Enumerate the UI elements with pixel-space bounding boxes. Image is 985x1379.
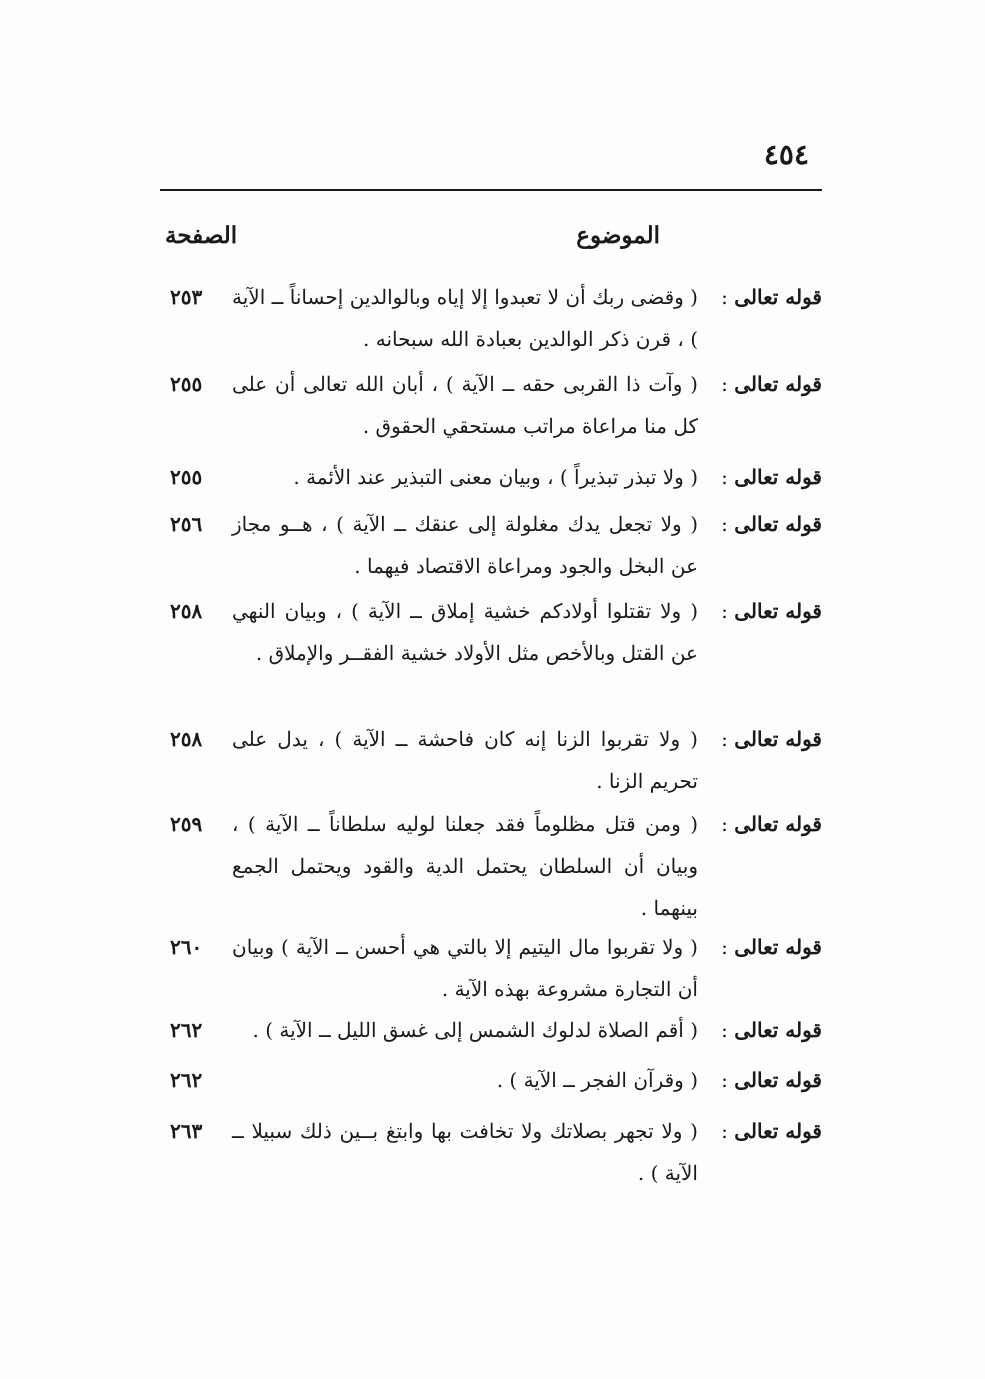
entry-lead: قوله تعالى : — [721, 727, 822, 751]
entry-lead: قوله تعالى : — [721, 285, 822, 309]
index-entry — [160, 456, 822, 498]
entry-page-number: ٢٥٩ — [170, 812, 203, 836]
entry-lead: قوله تعالى : — [721, 1018, 822, 1042]
entry-page-number: ٢٥٥ — [170, 465, 203, 489]
header-rule — [160, 189, 822, 191]
entry-text: ( وقضى ربك أن لا تعبدوا إلا إياه وبالوالدين إحساناً ــ الآية ) ، قرن ذكر الوالدين بعبادة الله سبحانه . — [232, 285, 698, 351]
index-entry — [160, 926, 822, 1010]
column-headers — [165, 222, 660, 266]
topic-column-header: الموضوع — [576, 222, 660, 249]
index-entry — [160, 590, 822, 674]
entry-lead: قوله تعالى : — [721, 599, 822, 623]
entry-page-number: ٢٥٦ — [170, 512, 203, 536]
entry-page-number: ٢٥٨ — [170, 727, 203, 751]
entry-lead: قوله تعالى : — [721, 465, 822, 489]
entry-text: ( ولا تقربوا الزنا إنه كان فاحشة ــ الآية ) ، يدل على تحريم الزنا . — [232, 727, 698, 793]
entry-page-number: ٢٥٥ — [170, 372, 203, 396]
entry-text: ( ولا تجهر بصلاتك ولا تخافت بها وابتغ بــين ذلك سبيلا ــ الآية ) . — [232, 1119, 698, 1185]
page-column-header: الصفحة — [165, 222, 238, 249]
entry-text: ( ومن قتل مظلوماً فقد جعلنا لوليه سلطاناً ــ الآية ) ، وبيان أن السلطان يحتمل الدية والقود ويحتمل الجمع بينهما . — [232, 812, 698, 920]
entry-page-number: ٢٦٢ — [170, 1068, 203, 1092]
entry-text: ( ولا تجعل يدك مغلولة إلى عنقك ــ الآية ) ، هــو مجاز عن البخل والجود ومراعاة الاقتصاد فيهما . — [232, 512, 698, 578]
index-entry — [160, 803, 822, 929]
entry-text: ( ولا تقربوا مال اليتيم إلا بالتي هي أحسن ــ الآية ) وبيان أن التجارة مشروعة بهذه الآية . — [232, 935, 698, 1001]
index-entry — [160, 363, 822, 447]
entry-page-number: ٢٥٨ — [170, 599, 203, 623]
index-entry — [160, 1009, 822, 1051]
entry-lead: قوله تعالى : — [721, 935, 822, 959]
entry-page-number: ٢٦٠ — [170, 935, 203, 959]
entry-lead: قوله تعالى : — [721, 812, 822, 836]
entry-lead: قوله تعالى : — [721, 1119, 822, 1143]
index-entry — [160, 276, 822, 360]
entry-page-number: ٢٦٣ — [170, 1119, 203, 1143]
index-entry — [160, 718, 822, 802]
index-entry — [160, 1059, 822, 1101]
index-entry — [160, 1110, 822, 1194]
entry-lead: قوله تعالى : — [721, 512, 822, 536]
entry-lead: قوله تعالى : — [721, 1068, 822, 1092]
page-number: ٤٥٤ — [763, 138, 809, 171]
entry-page-number: ٢٦٢ — [170, 1018, 203, 1042]
entry-text: ( وقرآن الفجر ــ الآية ) . — [496, 1068, 698, 1092]
entry-text: ( ولا تبذر تبذيراً ) ، وبيان معنى التبذير عند الأئمة . — [293, 465, 698, 489]
index-entry — [160, 503, 822, 587]
entry-text: ( ولا تقتلوا أولادكم خشية إملاق ــ الآية ) ، وبيان النهي عن القتل وبالأخص مثل الأولاد خشية الفقــر والإملاق . — [232, 599, 698, 665]
entry-text: ( أقم الصلاة لدلوك الشمس إلى غسق الليل ــ الآية ) . — [252, 1018, 698, 1042]
entry-text: ( وآت ذا القربى حقه ــ الآية ) ، أبان الله تعالى أن على كل منا مراعاة مراتب مستحقي الحقوق . — [232, 372, 698, 438]
entry-page-number: ٢٥٣ — [170, 285, 203, 309]
entry-lead: قوله تعالى : — [721, 372, 822, 396]
